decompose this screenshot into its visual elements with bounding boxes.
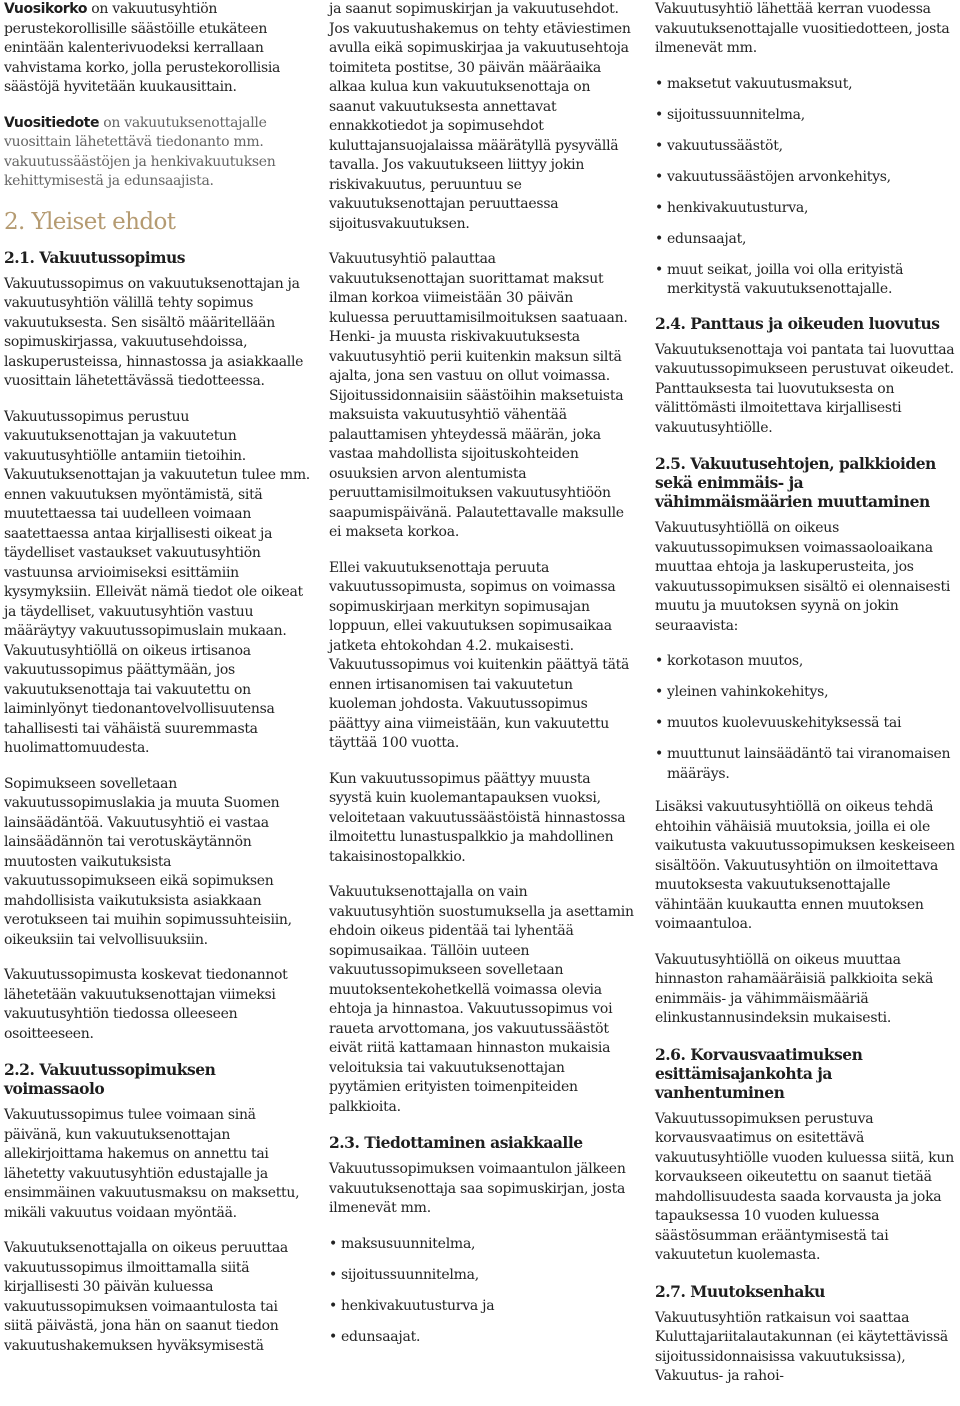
heading-2-1: 2.1. Vakuutussopimus <box>4 247 186 267</box>
bullet-list <box>329 1235 635 1348</box>
paragraph: Ellei vakuutuksenottaja peruuta vakuutussopimusta, sopimus on voimassa sopimuskirjaan merkityn sopimusajan loppuun, ellei vakuutuksen sopimusaikaa jatketa ehtokohdan 4.2. mukaisesti. Vakuutussopimus voi kuitenkin päättyä tätä ennen irtisanomisen tai vakuutetun kuoleman johdosta. Vakuutussopimus päättyy aina viimeistään, kun vakuutettu täyttää 100 vuotta. <box>329 559 630 751</box>
definition-text: on vakuutusyhtiön perustekorollisille säästöille etukäteen enintään kalenterivuodeksi kerrallaan vahvistama korko, jolla perustekorollisia säästöjä hyvitetään kuukausittain. <box>4 1 281 95</box>
list-item: • maksetut vakuutusmaksut, <box>655 75 960 95</box>
list-item: • muutos kuolevuuskehityksessä tai <box>655 714 960 734</box>
list-item: • henkivakuutusturva ja <box>329 1297 635 1317</box>
paragraph: Sopimukseen sovelletaan vakuutussopimuslakia ja muuta Suomen lainsäädäntöä. Vakuutusyhtiö ei vastaa lainsäädännön tai verotuskäytännön muutosten vaikutuksista vakuutussopimukseen eikä sopimuksen mahdollisista vaikutuksista asiakkaan verotukseen tai muihin sopimussuhteisiin, oikeuksiin tai velvollisuuksiin. <box>4 775 292 948</box>
paragraph: Vakuutusyhtiö palauttaa vakuutuksenottajan suorittamat maksut ilman korkoa viimeistään 30 päivän kuluessa peruuttamisilmoituksen saatuaan. Henki- ja muusta riskivakuutuksesta vakuutusyhtiö perii kuitenkin maksun siltä ajalta, jona sen vastuu on ollut voimassa. Sijoitussidonnaisiin säästöihin maksetuista maksuista vakuutusyhtiö vähentää palauttamisen yhteydessä määrän, joka vastaa mahdollista sijoituskohteiden osuuksien arvon alentumista peruuttamisilmoituksen vakuutusyhtiöön saapumispäivänä. Palautettavalle maksulle ei makseta korkoa. <box>329 251 628 540</box>
heading-2-4: 2.4. Panttaus ja oikeuden luovutus <box>655 313 940 333</box>
paragraph: Vakuutuksenottaja voi pantata tai luovuttaa vakuutussopimukseen perustuvat oikeudet. Panttauksesta tai luovutuksesta on välittömästi ilmoitettava kirjallisesti vakuutusyhtiölle. <box>655 341 955 436</box>
paragraph: Vakuutussopimus on vakuutuksenottajan ja vakuutusyhtiön välillä tehty sopimus vakuutuksesta. Sen sisältö määritellään sopimuskirjassa, vakuutusehdoissa, laskuperusteissa, hinnastossa ja asiakkaalle vuosittain lähetettävässä tiedotteessa. <box>4 275 304 389</box>
definition-vuositiedote <box>4 114 310 192</box>
list-item: • vakuutussäästöjen arvonkehitys, <box>655 168 960 188</box>
term-vuosikorko: Vuosikorko <box>4 1 88 17</box>
paragraph: Vakuutussopimuksen perustuva korvausvaatimus on esitettävä vakuutusyhtiölle vuoden kuluessa siitä, kun korvaukseen oikeutettu on saanut tietää mahdollisuudesta saada korvausta ja joka tapauksessa 10 vuoden kuluessa säästösumman erääntymisestä tai vakuutetun kuolemasta. <box>655 1110 955 1263</box>
paragraph: Vakuutusyhtiöllä on oikeus vakuutussopimuksen voimassaoloaikana muuttaa ehtoja ja laskuperusteita, jos vakuutussopimuksen sisältö ei olennaisesti muutu ja muutoksen syynä on jokin seuraavista: <box>655 520 951 634</box>
paragraph: Vakuutussopimuksen voimaantulon jälkeen vakuutuksenottaja saa sopimuskirjan, josta ilmenevät mm. <box>329 1161 626 1216</box>
bullet-list <box>655 652 960 784</box>
section-title: 2. Yleiset ehdot <box>4 208 176 235</box>
list-item: • edunsaajat, <box>655 230 960 250</box>
definition-vuosikorko <box>4 0 310 98</box>
paragraph: Kun vakuutussopimus päättyy muusta syystä kuin kuolemantapauksen vuoksi, veloitetaan vakuutussäästöistä hinnastossa ilmoitettu lunastuspalkkio ja mahdollinen takaisinostopalkkio. <box>329 770 626 865</box>
list-item: • vakuutussäästöt, <box>655 137 960 157</box>
paragraph: Vakuutusyhtiö lähettää kerran vuodessa vakuutuksenottajalle vuositiedotteen, josta ilmenevät mm. <box>655 1 950 56</box>
paragraph: Vakuutusyhtiöllä on oikeus muuttaa hinnaston rahamääräisiä palkkioita sekä enimmäis- ja vähimmäismääriä elinkustannusindeksin mukaisesti. <box>655 951 934 1026</box>
list-item: • henkivakuutusturva, <box>655 199 960 219</box>
paragraph: Vakuutussopimus perustuu vakuutuksenottajan ja vakuutetun vakuutusyhtiölle antamiin tietoihin. Vakuutuksenottajan ja vakuutetun tulee mm. ennen vakuutuksen myöntämistä, sitä muutettaessa tai uudelleen voimaan saatettaessa antaa kirjallisesti oikeat ja täydelliset vastaukset vakuutusyhtiön vastuunsa arvioimiseksi esittämiin kysymyksiin. Elleivät nämä tiedot ole oikeat ja täydelliset, vakuutusyhtiön vastuu määräytyy vakuutussopimuslain mukaan. Vakuutusyhtiöllä on oikeus irtisanoa vakuutussopimus päättymään, jos vakuutuksenottaja tai vakuutettu on laiminlyönyt tiedonantovelvollisuutensa tahallisesti tai vähäistä suuremmasta huolimattomuudesta. <box>4 408 310 756</box>
heading-2-2: 2.2. Vakuutussopimuksen voimassaolo <box>4 1060 216 1098</box>
list-item: • maksusuunnitelma, <box>329 1235 635 1255</box>
paragraph: Vakuutuksenottajalla on vain vakuutusyhtiön suostumuksella ja asettamin ehdoin oikeus pidentää tai lyhentää sopimusaikaa. Tällöin uuteen vakuutussopimukseen sovelletaan muutoksentekohetkellä voimassa olevia ehtoja ja hinnastoa. Vakuutussopimus voi raueta arvottomana, jos vakuutussäästöt eivät riitä kattamaan hinnaston mukaisia veloituksia tai vakuutuksenottajan pyytämien erityisten toimenpiteiden palkkioita. <box>329 884 634 1115</box>
heading-2-7: 2.7. Muutoksenhaku <box>655 1281 825 1301</box>
paragraph: Vakuutussopimusta koskevat tiedonannot lähetetään vakuutuksenottajan viimeksi vakuutusyhtiön tiedossa olleeseen osoitteeseen. <box>4 967 288 1042</box>
column-3 <box>655 0 960 1403</box>
column-1 <box>4 0 310 1372</box>
paragraph: Lisäksi vakuutusyhtiöllä on oikeus tehdä ehtoihin vähäisiä muutoksia, joilla ei ole vaikutusta vakuutussopimuksen keskeiseen sisältöön. Vakuutusyhtiön on ilmoitettava muutoksesta vakuutuksenottajalle vähintään kuukautta ennen muutoksen voimaantuloa. <box>655 799 955 932</box>
list-item: • sijoitussuunnitelma, <box>655 106 960 126</box>
list-item: • yleinen vahinkokehitys, <box>655 683 960 703</box>
paragraph: ja saanut sopimuskirjan ja vakuutusehdot. Jos vakuutushakemus on tehty etäviestimen avulla eikä sopimuskirjaa ja vakuutusehtoja toimiteta postitse, 30 päivän määräaika alkaa kulua kun vakuutuksenottaja on saanut vakuutuksesta annettavat ennakkotiedot ja sopimusehdot kuluttajansuojalaissa määrätyllä pysyvällä tavalla. Jos vakuutukseen liittyy jokin riskivakuutus, peruuntuu se vakuutuksenottajan peruuttaessa sijoitusvakuutuksen. <box>329 1 631 232</box>
list-item: • muuttunut lainsäädäntö tai viranomaisen määräys. <box>655 745 960 784</box>
bullet-list <box>655 75 960 300</box>
list-item: • muut seikat, joilla voi olla erityistä merkitystä vakuutuksenottajalle. <box>655 261 960 300</box>
heading-2-5: 2.5. Vakuutusehtojen, palkkioiden sekä enimmäis- ja vähimmäismäärien muuttaminen <box>655 454 936 511</box>
list-item: • korkotason muutos, <box>655 652 960 672</box>
definition-text: on vakuutuksenottajalle vuosittain lähetettävä tiedonanto mm. vakuutussäästöjen ja henkivakuutuksen kehittymisestä ja edunsaajista. <box>4 114 276 189</box>
paragraph: Vakuutusyhtiön ratkaisun voi saattaa Kuluttajariitalautakunnan (ei käytettävissä sijoitussidonnaisissa vakuutuksissa), Vakuutus- ja rahoi- <box>655 1309 949 1384</box>
paragraph: Vakuutussopimus tulee voimaan sinä päivänä, kun vakuutuksenottajan allekirjoittama hakemus on annettu tai lähetetty vakuutusyhtiön edustajalle ja ensimmäinen vakuutusmaksu on maksettu, mikäli vakuutus voidaan myöntää. <box>4 1107 300 1221</box>
heading-2-6: 2.6. Korvausvaatimuksen esittämisajankohta ja vanhentuminen <box>655 1044 863 1102</box>
term-vuositiedote: Vuositiedote <box>4 114 100 131</box>
heading-2-3: 2.3. Tiedottaminen asiakkaalle <box>329 1133 583 1152</box>
list-item: • sijoitussuunnitelma, <box>329 1266 635 1286</box>
column-2 <box>329 0 635 1361</box>
paragraph: Vakuutuksenottajalla on oikeus peruuttaa vakuutussopimus ilmoittamalla siitä kirjallisesti 30 päivän kuluessa vakuutussopimuksen voimaantulosta tai siitä päivästä, jona hän on saanut tiedon vakuutushakemuksen hyväksymisestä <box>4 1240 288 1354</box>
list-item: • edunsaajat. <box>329 1328 635 1348</box>
